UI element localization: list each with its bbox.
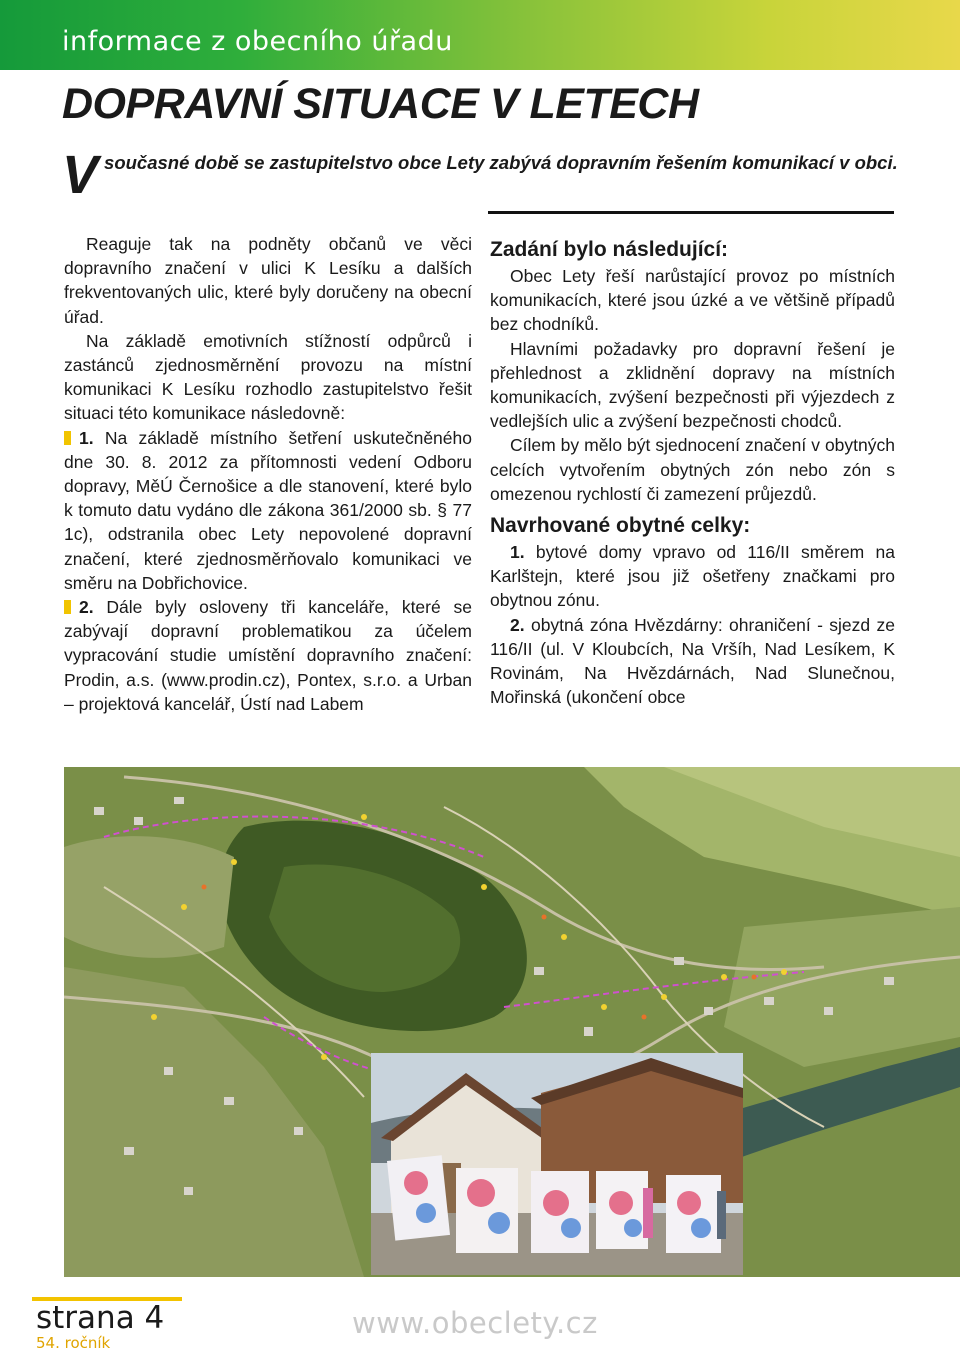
bullet-marker-icon [64, 431, 71, 445]
list-number: 2. [510, 614, 525, 635]
list-text: obytná zóna Hvězdárny: ohraničení - sjezd ze 116/II (ul. V Kloubcích, Na Vršíh, Nad Lesíkem, K Rovinám, Na Hvězdárnách, Nad Slunečnou, Mořinská (ukončení obce [490, 614, 895, 708]
list-number: 1. [79, 427, 94, 448]
page-number: strana 4 [36, 1300, 165, 1336]
section-label: informace z obecního úřadu [62, 26, 453, 57]
right-list-item-2 [490, 613, 895, 710]
bullet-marker-icon [64, 600, 71, 614]
left-list-item-2 [64, 595, 472, 716]
website-url[interactable]: www.obeclety.cz [352, 1306, 598, 1340]
photo-graphic [371, 1053, 743, 1275]
right-column [490, 237, 895, 709]
list-text: bytové domy vpravo od 116/II směrem na Karlštejn, které jsou již ošetřeny značkami pro obytnou zónu. [490, 542, 895, 611]
left-paragraph-1: Reaguje tak na podněty občanů ve věci dopravního značení v ulici K Lesíku a dalších frekventovaných ulic, které byly doručeny na obecní úřad. [64, 234, 472, 327]
right-list-item-1 [490, 540, 895, 613]
drop-cap: V [62, 145, 99, 205]
page-title: DOPRAVNÍ SITUACE V LETECH [62, 80, 699, 128]
heading-residential-areas: Navrhované obytné celky: [490, 514, 751, 538]
lead-paragraph [62, 145, 900, 205]
heading-assignment: Zadání bylo následující: [490, 238, 729, 261]
lead-text: současné době se zastupitelstvo obce Lety zabývá dopravním řešením komunikací v obci. [104, 152, 898, 173]
list-text: Dále byly osloveny tři kanceláře, které se zabývají dopravní problematikou za účelem vypracování studie umístění dopravního značení: Prodin, a.s. (www.prodin.cz), Pontex, s.r.o. a Urban – projektová kancelář, Ústí nad Labem [64, 597, 472, 714]
list-number: 2. [79, 597, 94, 618]
column-divider-rule [488, 211, 894, 214]
left-list-item-1 [64, 426, 472, 595]
left-paragraph-2: Na základě emotivních stížností odpůrců i zastánců zjednosměrnění provozu na místní komunikaci K Lesíku rozhodlo zastupitelstvo řešit situaci této komunikace následovně: [64, 330, 472, 424]
list-text: Na základě místního šetření uskutečněného dne 30. 8. 2012 za přítomnosti vedení Odboru dopravy, MěÚ Černošice a dle stanovení, které bylo k tomuto datu vydáno dle zákona 361/2000 sb. § 77 1c), odstranila obec Lety nepovolené dopravní značení, které zjednosměrňovalo komunikaci ve směru na Dobřichovice. [64, 427, 472, 593]
right-paragraph-3: Cílem by mělo být sjednocení značení v obytných celcích vytvořením obytných zón nebo zón s omezenou rychlostí či zamezení průjezdů. [490, 435, 895, 504]
left-column [64, 232, 472, 716]
children-posters-photo [371, 1053, 743, 1275]
volume-label: 54. ročník [36, 1334, 111, 1352]
right-paragraph-1: Obec Lety řeší narůstající provoz po místních komunikacích, které jsou úzké a ve většině případů bez chodníků. [490, 266, 895, 335]
list-number: 1. [510, 542, 525, 563]
right-paragraph-2: Hlavními požadavky pro dopravní řešení je přehlednost a zklidnění dopravy na místních komunikacích, zvýšení bezpečnosti při výjezdech z vedlejších ulic a zvýšení bezpečnosti chodců. [490, 338, 895, 432]
